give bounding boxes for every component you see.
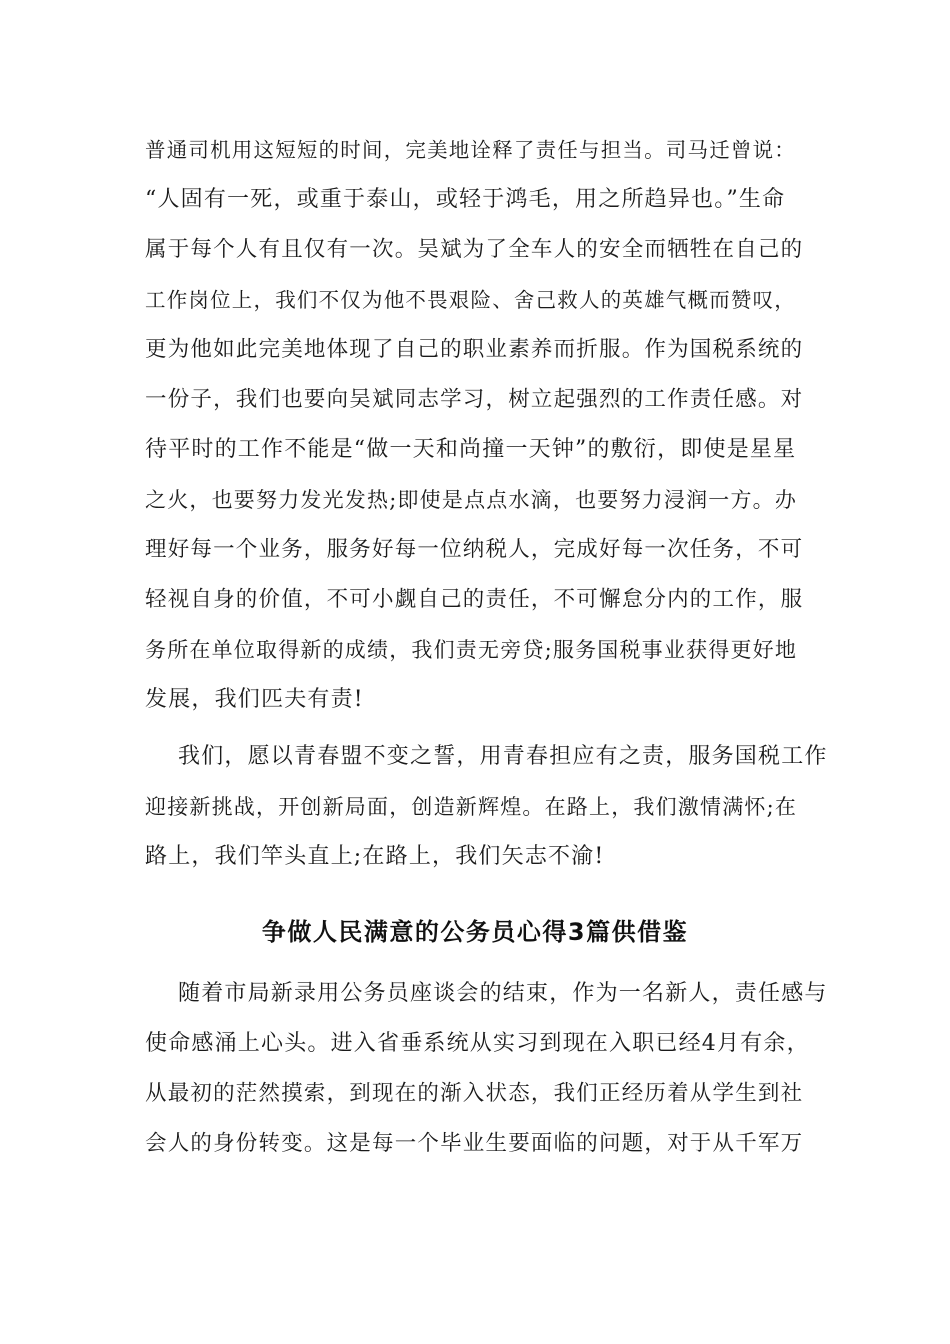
paragraph-line: 更为他如此完美地体现了自己的职业素养而折服。作为国税系统的: [145, 337, 804, 362]
paragraph-line: 一份子，我们也要向吴斌同志学习，树立起强烈的工作责任感。对: [145, 387, 804, 412]
paragraph-line: 属于每个人有且仅有一次。吴斌为了全车人的安全而牺牲在自己的: [145, 237, 804, 262]
paragraph-line: 从最初的茫然摸索，到现在的渐入状态，我们正经历着从学生到社: [145, 1081, 804, 1106]
paragraph-line: 随着市局新录用公务员座谈会的结束，作为一名新人，责任感与: [178, 981, 828, 1006]
paragraph-line: 会人的身份转变。这是每一个毕业生要面临的问题，对于从千军万: [145, 1131, 804, 1156]
paragraph-line: 迎接新挑战，开创新局面，创造新辉煌。在路上，我们激情满怀;在: [145, 795, 798, 819]
section-heading: 争做人民满意的公务员心得3篇供借鉴: [261, 918, 689, 946]
paragraph-line: 务所在单位取得新的成绩，我们责无旁贷;服务国税事业获得更好地: [145, 638, 798, 662]
paragraph-line: 理好每一个业务，服务好每一位纳税人，完成好每一次任务，不可: [145, 537, 804, 562]
paragraph-line: 之火，也要努力发光发热;即使是点点水滴，也要努力浸润一方。办: [145, 488, 798, 512]
paragraph-line: 使命感涌上心头。进入省垂系统从实习到现在入职已经4月有余，: [145, 1031, 810, 1056]
paragraph-line: 待平时的工作不能是“做一天和尚撞一天钟”的敷衍，即使是星星: [145, 437, 797, 462]
paragraph-line: 轻视自身的价值，不可小觑自己的责任，不可懈怠分内的工作，服: [145, 587, 804, 612]
paragraph-line: 发展，我们匹夫有责!: [145, 687, 364, 712]
paragraph-line: 工作岗位上，我们不仅为他不畏艰险、舍己救人的英雄气概而赞叹，: [145, 288, 796, 312]
paragraph-line: 我们，愿以青春盟不变之誓，用青春担应有之责，服务国税工作: [178, 744, 828, 769]
paragraph-line: 普通司机用这短短的时间，完美地诠释了责任与担当。司马迁曾说：: [145, 138, 796, 162]
paragraph-line: 路上，我们竿头直上;在路上，我们矢志不渝!: [145, 844, 605, 869]
paragraph-line: “人固有一死，或重于泰山，或轻于鸿毛，用之所趋异也。”生命: [145, 187, 786, 212]
